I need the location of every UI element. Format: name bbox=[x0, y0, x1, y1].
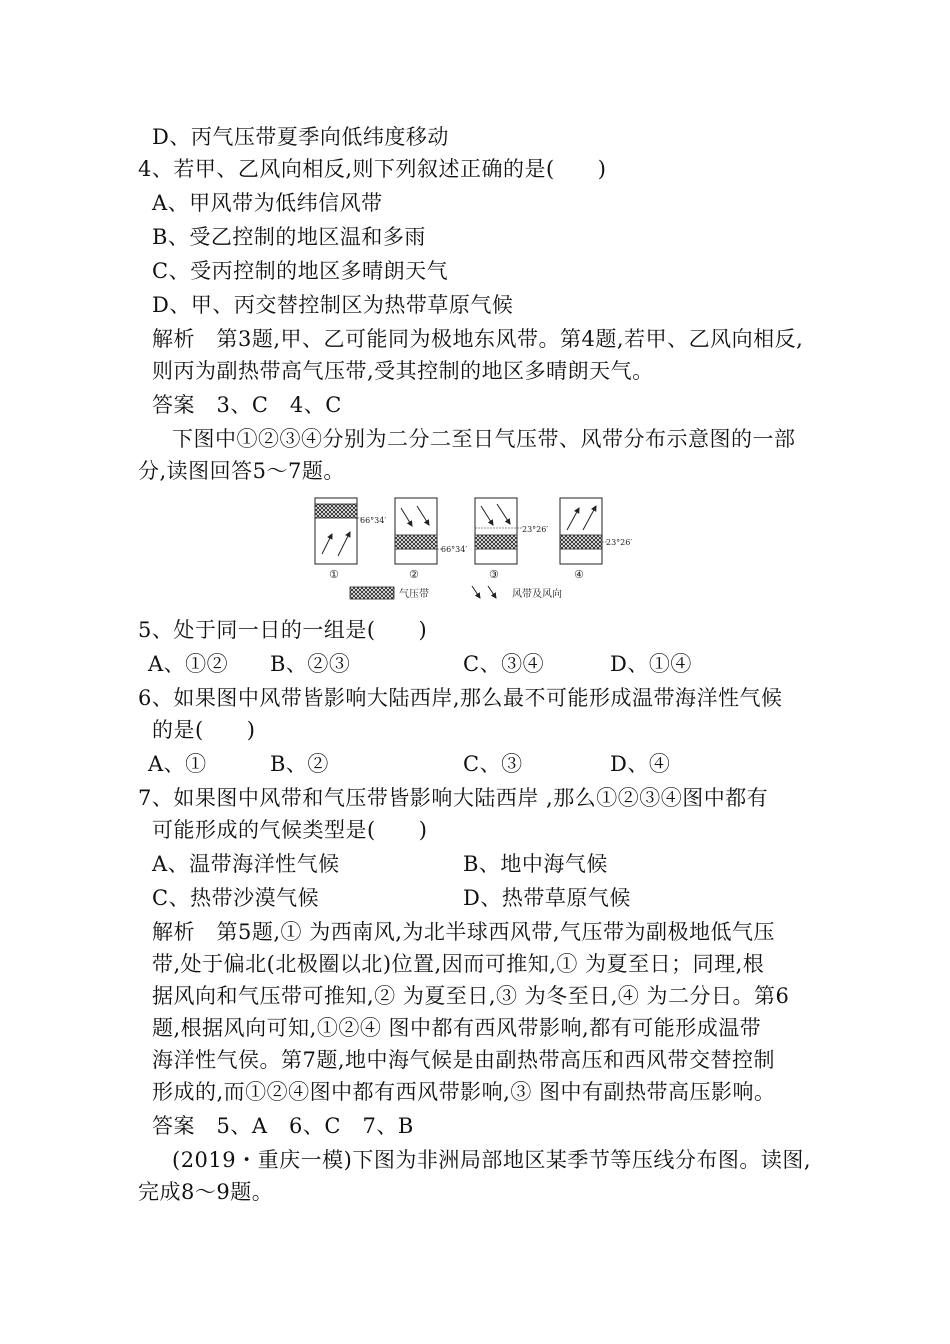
q7-option-b: B、地中海气候 bbox=[463, 852, 608, 876]
panel-4-number: ④ bbox=[574, 568, 584, 581]
legend bbox=[350, 586, 562, 600]
legend-wind-arrow bbox=[472, 586, 480, 598]
panel-3-pressure-belt bbox=[475, 535, 517, 549]
analysis-34-line2: 则丙为副热带高气压带,受其控制的地区多晴朗天气。 bbox=[152, 359, 654, 383]
panel-4-pressure-belt bbox=[560, 535, 602, 549]
q4-option-d: D、甲、丙交替控制区为热带草原气候 bbox=[152, 293, 514, 317]
q7-option-d: D、热带草原气候 bbox=[463, 886, 631, 910]
analysis-34-line1: 解析 第3题,甲、乙可能同为极地东风带。第4题,若甲、乙风向相反, bbox=[152, 327, 804, 351]
q7-stem-line2: 可能形成的气候类型是( ) bbox=[152, 818, 428, 842]
panel-4 bbox=[560, 498, 632, 581]
q5-option-b: B、②③ bbox=[270, 652, 351, 676]
panel-4-latitude: 23°26′ bbox=[606, 538, 633, 547]
intro-89-line2: 完成8～9题。 bbox=[138, 1180, 274, 1204]
q4-stem: 4、若甲、乙风向相反,则下列叙述正确的是( ) bbox=[138, 157, 607, 181]
panel-2-number: ② bbox=[409, 568, 419, 581]
intro-57-line2: 分,读图回答5～7题。 bbox=[138, 459, 345, 483]
q6-stem-line2: 的是( ) bbox=[152, 718, 256, 742]
analysis-57-line3: 据风向和气压带可推知,② 为夏至日,③ 为冬至日,④ 为二分日。第6 bbox=[152, 984, 790, 1008]
q7-option-a: A、温带海洋性气候 bbox=[152, 852, 340, 876]
legend-wind-label: 风带及风向 bbox=[512, 589, 562, 600]
q6-stem-line1: 6、如果图中风带皆影响大陆西岸,那么最不可能形成温带海洋性气候 bbox=[138, 686, 783, 710]
q6-option-b: B、② bbox=[270, 752, 329, 776]
legend-pressure-label: 气压带 bbox=[399, 589, 429, 600]
q6-option-a: A、① bbox=[148, 752, 207, 776]
q6-option-d: D、④ bbox=[610, 752, 671, 776]
q7-stem-line1: 7、如果图中风带和气压带皆影响大陆西岸 ,那么①②③④图中都有 bbox=[138, 786, 769, 810]
q7-option-c: C、热带沙漠气候 bbox=[152, 886, 320, 910]
legend-wind-arrow bbox=[488, 586, 496, 598]
analysis-57-line1: 解析 第5题,① 为西南风,为北半球西风带,气压带为副极地低气压 bbox=[152, 920, 776, 944]
panel-3-number: ③ bbox=[489, 568, 499, 581]
q5-option-d: D、①④ bbox=[610, 652, 692, 676]
pressure-wind-diagram bbox=[300, 490, 650, 608]
q6-option-c: C、③ bbox=[463, 752, 523, 776]
panel-3 bbox=[475, 498, 548, 581]
analysis-57-line5: 海洋性气侯。第7题,地中海气候是由副热带高压和西风带交替控制 bbox=[152, 1048, 776, 1072]
legend-pressure-swatch bbox=[350, 587, 394, 599]
analysis-57-line2: 带,处于偏北(北极圈以北)位置,因而可推知,① 为夏至日；同理,根 bbox=[152, 952, 765, 976]
analysis-57-line6: 形成的,而①②④图中都有西风带影响,③ 图中有副热带高压影响。 bbox=[152, 1080, 776, 1104]
panel-2-pressure-belt bbox=[395, 535, 437, 549]
intro-89-line1: (2019・重庆一模)下图为非洲局部地区某季节等压线分布图。读图, bbox=[172, 1148, 812, 1172]
panel-1-pressure-belt bbox=[315, 504, 357, 518]
q5-option-c: C、③④ bbox=[463, 652, 545, 676]
intro-57-line1: 下图中①②③④分别为二分二至日气压带、风带分布示意图的一部 bbox=[172, 427, 796, 451]
panel-2 bbox=[395, 498, 467, 581]
answer-34: 答案 3、C 4、C bbox=[152, 393, 342, 417]
q5-stem: 5、处于同一日的一组是( ) bbox=[138, 618, 428, 642]
q4-option-c: C、受丙控制的地区多晴朗天气 bbox=[152, 259, 449, 283]
panel-2-latitude: 66°34′ bbox=[441, 545, 468, 554]
panel-1-latitude: 66°34′ bbox=[360, 516, 387, 525]
answer-57: 答案 5、A 6、C 7、B bbox=[152, 1114, 414, 1138]
q4-option-a: A、甲风带为低纬信风带 bbox=[152, 191, 383, 215]
analysis-57-line4: 题,根据风向可知,①②④ 图中都有西风带影响,都有可能形成温带 bbox=[152, 1016, 762, 1040]
panel-1-number: ① bbox=[329, 568, 339, 581]
panel-3-latitude: 23°26′ bbox=[522, 525, 549, 534]
q3-option-d: D、丙气压带夏季向低纬度移动 bbox=[152, 125, 449, 149]
q4-option-b: B、受乙控制的地区温和多雨 bbox=[152, 225, 426, 249]
q5-option-a: A、①② bbox=[148, 652, 229, 676]
panel-1 bbox=[315, 498, 386, 581]
